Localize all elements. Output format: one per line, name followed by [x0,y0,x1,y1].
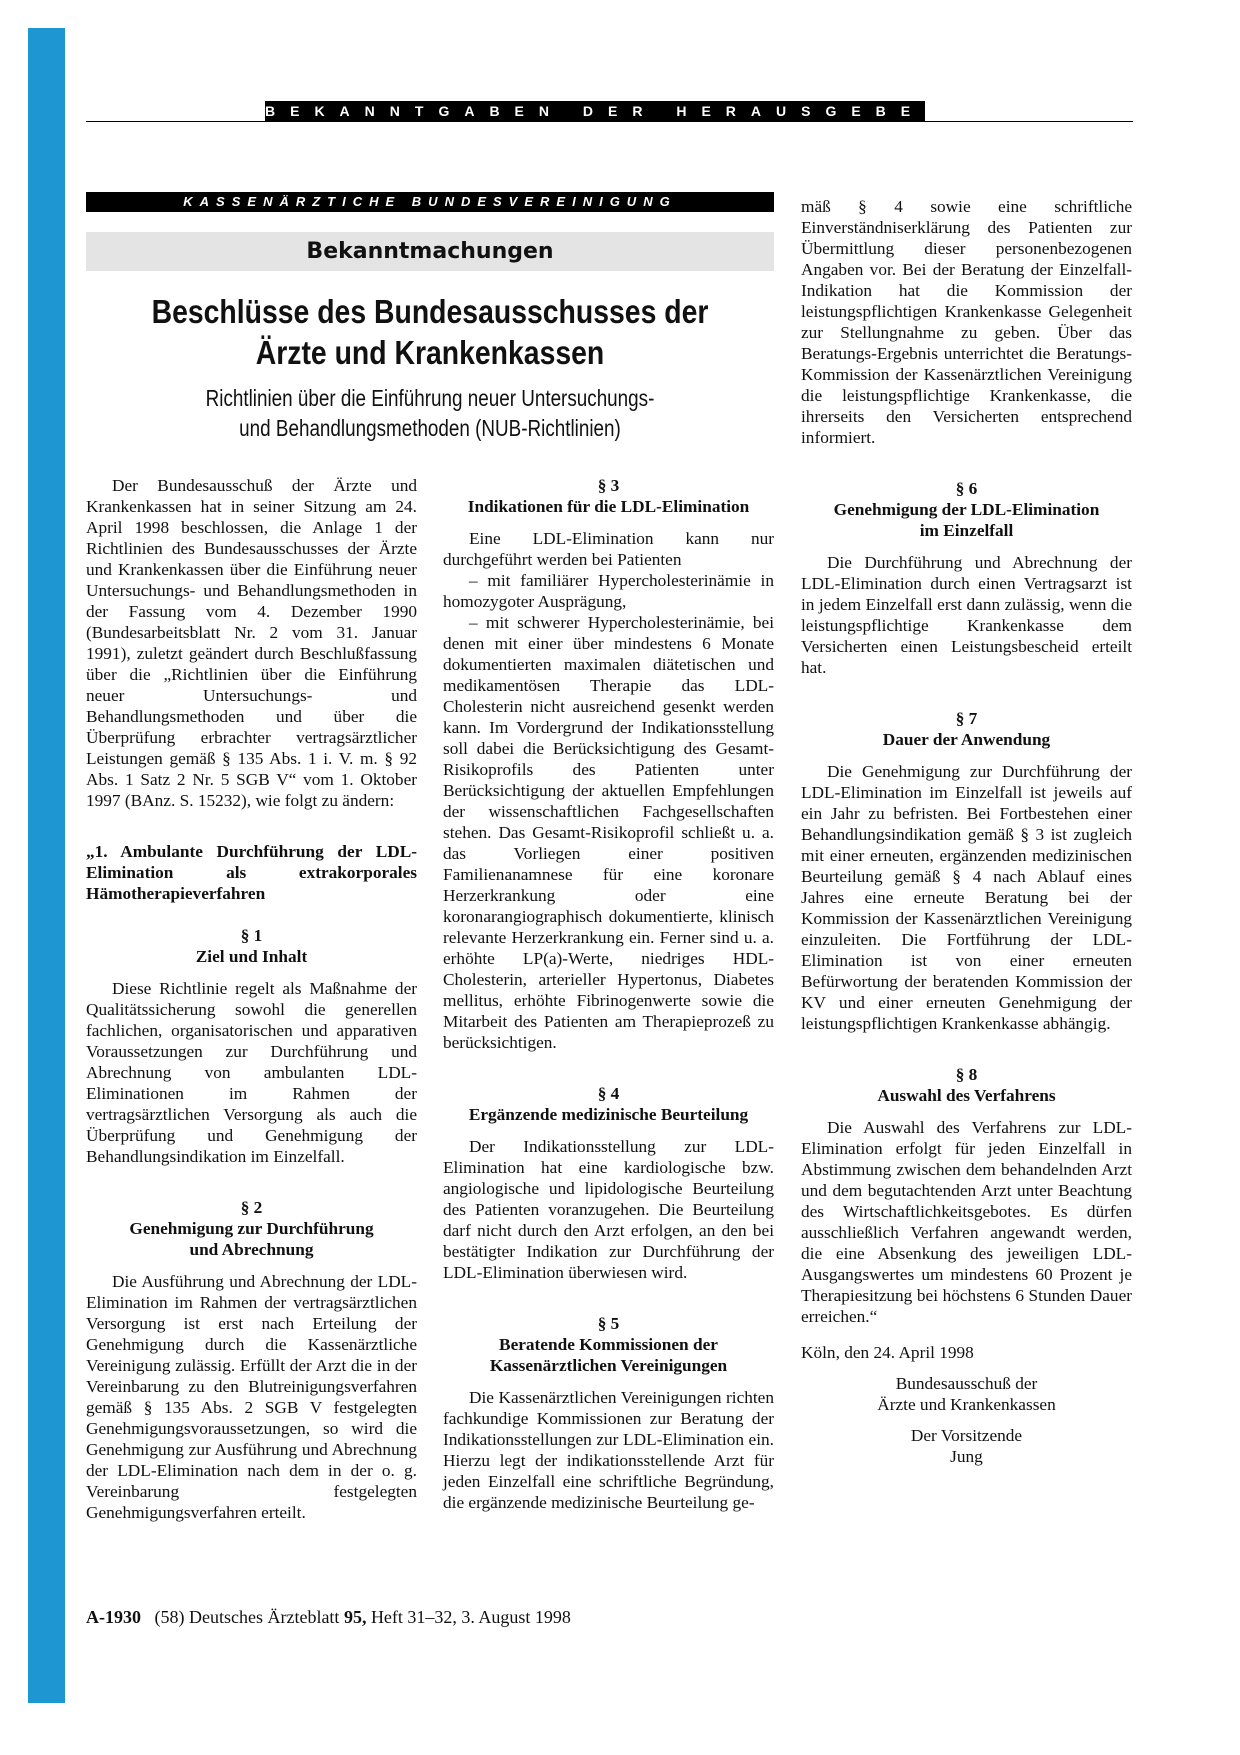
column-2 [443,475,774,1513]
section-7-text: Die Genehmigung zur Durchführung der LDL-Elimination im Einzelfall ist jeweils auf ein Jahr zu befristen. Bei Fortbestehen einer Behandlungsindikation gemäß § 3 ist zugleich mit einer erneuten, ergänzenden medizinischen Beurteilung gemäß § 4 nach Ablauf eines Jahres eine erneute Beratung bei der Kommission der Kassenärztlichen Vereinigung einzuleiten. Die Fortführung der LDL-Elimination ist von einer erneuten Befürwortung der beratenden Kommission der KV und einer erneuten Genehmigung der leistungspflichtigen Krankenkasse abhängig. [801,762,1132,1033]
edge-color-bar [28,28,65,1703]
intro-paragraph: Der Bundesausschuß der Ärzte und Krankenkassen hat in seiner Sitzung am 24. April 1998 beschlossen, die Anlage 1 der Richtlinien des Bundesausschusses der Ärzte und Krankenkassen über die Einführung neuer Untersuchungs- und Behandlungsmethoden in der Fassung vom 4. Dezember 1990 (Bundesarbeitsblatt Nr. 2 vom 31. Januar 1991), zuletzt geändert durch Beschlußfassung über die „Richtlinien über die Einführung neuer Untersuchungs- und Behandlungsmethoden und über die Überprüfung erbrachter vertragsärztlicher Leistungen gemäß § 135 Abs. 1 i. V. m. § 92 Abs. 1 Satz 2 Nr. 5 SGB V“ vom 1. Oktober 1997 (BAnz. S. 15232), wie folgt zu ändern: [86,476,417,810]
section-1-text: Diese Richtlinie regelt als Maßnahme der Qualitätssicherung sowohl die generellen fachlichen, organisatorischen und apparativen Voraussetzungen zur Durchführung und Abrechnung von ambulanten LDL-Eliminationen im Rahmen der vertragsärztlichen Versorgung als auch die Überprüfung und Genehmigung der Behandlungsindikation im Einzelfall. [86,979,417,1166]
column-3 [801,196,1132,1467]
section-3-item-2: – mit schwerer Hypercholesterinämie, bei denen mit einer über mindestens 6 Monate dokumentierten maximalen diätetischen und medikamentösen Therapie das LDL-Cholesterin nicht ausreichend gesenkt werden kann. Im Vordergrund der Indikationsstellung soll dabei die Berücksichtigung des Gesamt-Risikoprofils des Patienten unter Berücksichtigung der aktuellen Empfehlungen der wissenschaftlichen Fachgesellschaften stehen. Das Gesamt-Risikoprofil schließt u. a. das Vorliegen einer positiven Familienanamnese für eine koronare Herzerkrankung oder eine koronarangiographisch dokumentierte, klinisch relevante Herzerkrankung ein. Ferner sind u. a. erhöhte LP(a)-Werte, niedriges HDL-Cholesterin, arterieller Hypertonus, Diabetes mellitus, erhöhte Fibrinogenwerte sowie die Mitarbeit des Patienten am Therapieprozeß zu berücksichtigen. [443,613,774,1052]
signature-line-4: Jung [950,1447,983,1466]
column-1 [86,475,417,1523]
section-7-number: § 7 [955,709,978,728]
section-3-text: Eine LDL-Elimination kann nur durchgeführt werden bei Patienten [443,529,774,569]
section-2-title-line-2: und Abrechnung [189,1240,314,1259]
section-3-title: Indikationen für die LDL-Elimination [467,497,750,516]
place-date: Köln, den 24. April 1998 [801,1343,974,1362]
section-5-continued: mäß § 4 sowie eine schriftliche Einverständniserklärung des Patienten zur Übermittlung dieser personenbezogenen Angaben vor. Bei der Beratung der Einzelfall-Indikation hat die Kommission der leistungspflichtigen Krankenkasse Gelegenheit zur Stellungnahme zu geben. Über das Beratungs-Ergebnis unterrichtet die Beratungs-Kommission der Kassenärztlichen Vereinigung die leistungspflichtige Krankenkasse, die ihrerseits den Versicherten entsprechend informiert. [801,197,1132,447]
article-subtitle [148,383,712,443]
section-2-text: Die Ausführung und Abrechnung der LDL-Elimination im Rahmen der vertragsärztlichen Versorgung ist erst nach Erteilung der Genehmigung durch die Kassenärztliche Vereinigung zulässig. Erfüllt der Arzt die in der Vereinbarung zu den Blutreinigungsverfahren gemäß § 135 Abs. 2 SGB V festgelegten Genehmigungsvoraussetzungen, so wird die Genehmigung zur Ausführung und Abrechnung der LDL-Elimination nach dem in der o. g. Vereinbarung festgelegten Genehmigungsverfahren erteilt. [86,1272,417,1522]
signature-line-2: Ärzte und Krankenkassen [877,1395,1056,1414]
section-heading: Bekanntmachungen [86,232,774,271]
section-8-number: § 8 [955,1065,978,1084]
section-6-text: Die Durchführung und Abrechnung der LDL-Elimination durch einen Vertragsarzt ist in jedem Einzelfall erst dann zulässig, wenn die leistungspflichtige Krankenkasse dem Versicherten einen Leistungsbescheid erteilt hat. [801,553,1132,677]
signature-line-3: Der Vorsitzende [910,1426,1023,1445]
section-3-item-1: – mit familiärer Hypercholesterinämie in homozygoter Ausprägung, [443,571,774,611]
section-3-number: § 3 [597,476,620,495]
lead-heading: „1. Ambulante Durchführung der LDL-Elimination als extrakorporales Hämotherapieverfahren [86,842,417,903]
title-line-1: Beschlüsse des Bundesausschusses der [151,293,709,330]
header-band: BEKANNTGABEN DER HERAUSGEBER [265,103,951,119]
subtitle-line-1: Richtlinien über die Einführung neuer Untersuchungs- [205,385,655,411]
section-8-title: Auswahl des Verfahrens [877,1086,1056,1105]
section-5-title-line-1: Beratende Kommissionen der [499,1335,718,1354]
section-4-title: Ergänzende medizinische Beurteilung [468,1105,749,1124]
section-8-text: Die Auswahl des Verfahrens zur LDL-Elimination erfolgt für jeden Einzelfall in Abstimmung zwischen dem behandelnden Arzt und dem begutachtenden Arzt unter Beachtung des Wirtschaftlichkeitsgebotes. Es dürfen ausschließlich Verfahren angewandt werden, die eine Absenkung des jeweiligen LDL-Ausgangswertes um mindestens 60 Prozent je Therapiesitzung bei höchstens 6 Stunden Dauer erreichen.“ [801,1118,1132,1326]
section-2-number: § 2 [240,1198,263,1217]
article-title [134,291,726,373]
section-6-title-line-2: im Einzelfall [919,521,1014,540]
footer-journal: (58) Deutsches Ärzteblatt [154,1607,340,1627]
section-5-number: § 5 [597,1314,620,1333]
section-1-number: § 1 [240,926,263,945]
title-line-2: Ärzte und Krankenkassen [255,334,605,371]
section-4-text: Der Indikationsstellung zur LDL-Elimination hat eine kardiologische bzw. angiologische und lipidologische Beurteilung des Patienten voranzugehen. Die Beurteilung darf nicht durch den Arzt erfolgen, an den bei bestätigter Indikation zur Durchführung der LDL-Elimination überwiesen wird. [443,1137,774,1282]
section-6-number: § 6 [955,479,978,498]
section-5-text: Die Kassenärztlichen Vereinigungen richten fachkundige Kommissionen zur Beratung der Indikationsstellungen zur LDL-Elimination ein. Hierzu legt der indikationsstellende Arzt für jeden Einzelfall eine schriftliche Begründung, die ergänzende medizinische Beurteilung ge- [443,1388,774,1512]
footer-page-ref: A-1930 [86,1607,141,1627]
subtitle-line-2: und Behandlungsmethoden (NUB-Richtlinien) [239,415,621,441]
section-4-number: § 4 [597,1084,620,1103]
section-7-title: Dauer der Anwendung [882,730,1051,749]
signature-line-1: Bundesausschuß der [895,1374,1038,1393]
section-1-title: Ziel und Inhalt [195,947,308,966]
footer-volume: 95, [343,1607,367,1627]
footer-issue: Heft 31–32, 3. August 1998 [370,1607,571,1627]
section-2-title-line-1: Genehmigung zur Durchführung [129,1219,374,1238]
section-5-title-line-2: Kassenärztlichen Vereinigungen [489,1356,728,1375]
organization-band: KASSENÄRZTICHE BUNDESVEREINIGUNG [86,192,774,212]
section-6-title-line-1: Genehmigung der LDL-Elimination [833,500,1100,519]
page-footer [86,1607,571,1628]
header-rule [86,121,1133,122]
